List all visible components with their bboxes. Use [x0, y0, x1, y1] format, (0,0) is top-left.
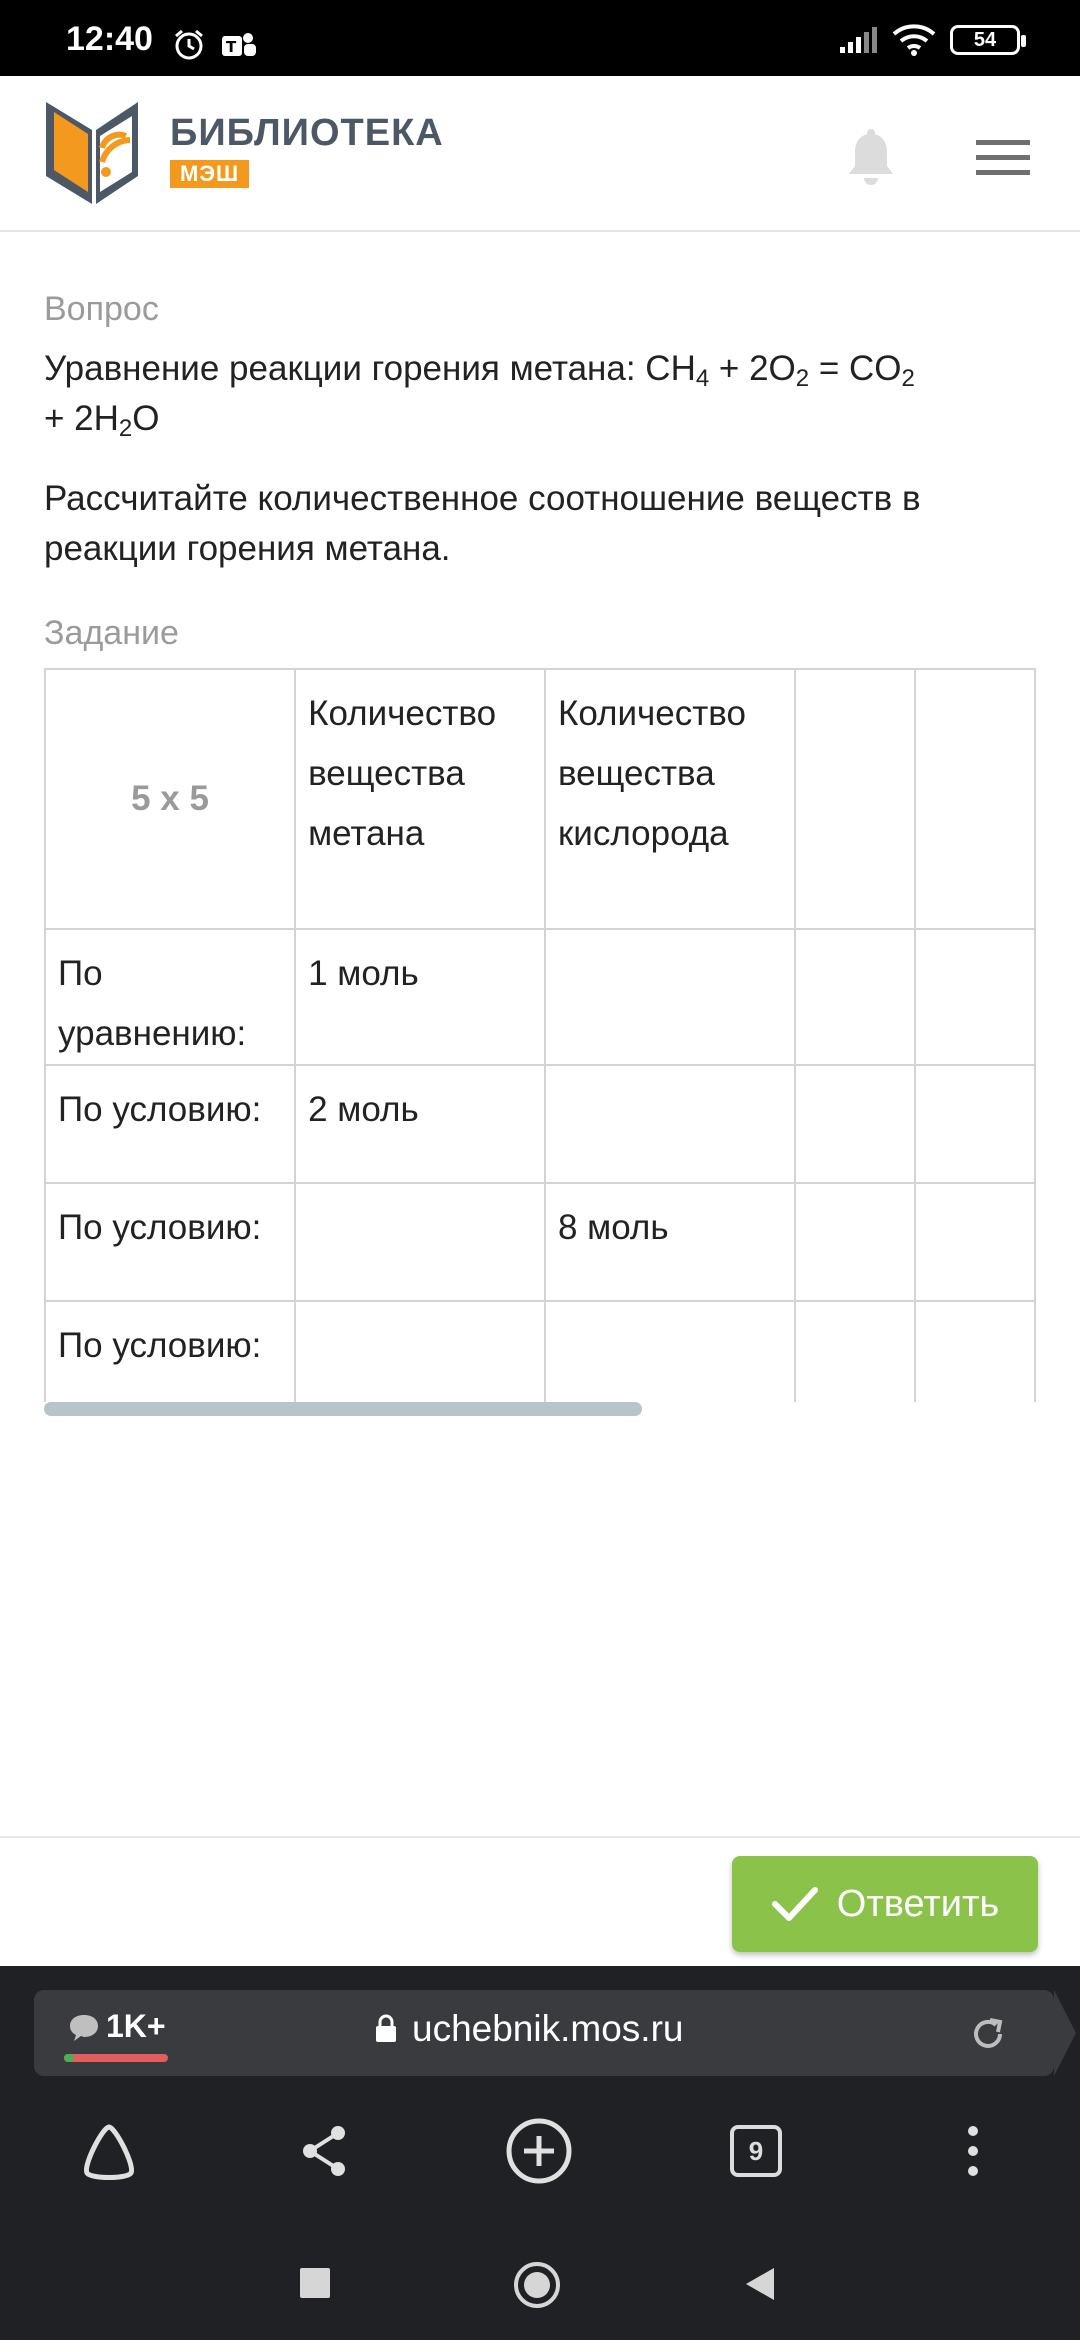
methane-input-cell[interactable]: [295, 1301, 545, 1402]
comments-count: 1K+: [106, 2008, 166, 2044]
empty-cell[interactable]: [915, 929, 1035, 1065]
header-methane: Количество вещества метана: [295, 669, 545, 929]
url-display[interactable]: [374, 2008, 683, 2050]
task-label: Задание: [44, 614, 179, 652]
teams-icon: [220, 28, 258, 62]
question-equation: Уравнение реакции горения метана: $CH_4 + 2O_2 = CO_2$ + $2H_2O$: [44, 349, 915, 442]
system-navigation-bar: [0, 2246, 1080, 2340]
empty-cell[interactable]: [795, 1301, 915, 1402]
notifications-bell-icon[interactable]: [846, 128, 896, 186]
alarm-icon: [172, 28, 206, 62]
task-table-container[interactable]: [44, 668, 1036, 1402]
header-oxygen: Количество вещества кислорода: [545, 669, 795, 929]
browser-chrome: [0, 1966, 1080, 2340]
share-icon[interactable]: [290, 2116, 360, 2186]
oxygen-input-cell[interactable]: [545, 1065, 795, 1183]
header-cell-empty: [795, 669, 915, 929]
row-label: По уравнению:: [45, 929, 295, 1065]
methane-input-cell[interactable]: [295, 1183, 545, 1301]
answer-button[interactable]: [732, 1856, 1038, 1952]
methane-value: 2 моль: [295, 1065, 545, 1183]
lock-icon: [374, 2014, 398, 2044]
library-logo-icon[interactable]: [40, 96, 144, 208]
table-header-row: [45, 669, 1035, 929]
empty-cell[interactable]: [795, 1065, 915, 1183]
empty-cell[interactable]: [915, 1301, 1035, 1402]
oxygen-value: 8 моль: [545, 1183, 795, 1301]
back-icon[interactable]: [742, 2266, 778, 2302]
answer-button-label: Ответить: [836, 1882, 1000, 1925]
question-label: Вопрос: [44, 290, 159, 328]
battery-indicator: 54: [950, 25, 1020, 55]
hamburger-menu-icon[interactable]: [976, 138, 1030, 178]
browser-home-icon[interactable]: [74, 2116, 144, 2186]
row-label: По условию:: [45, 1301, 295, 1402]
table-row: [45, 1065, 1035, 1183]
header-cell-empty: [915, 669, 1035, 929]
empty-cell[interactable]: [795, 1183, 915, 1301]
comments-rating-bar: [64, 2054, 168, 2062]
url-text: uchebnik.mos.ru: [412, 2008, 684, 2049]
answer-bar: [0, 1836, 1080, 1966]
oxygen-input-cell[interactable]: [545, 1301, 795, 1402]
checkmark-icon: [771, 1884, 819, 1924]
table-horizontal-scrollbar[interactable]: [44, 1402, 642, 1416]
address-bar[interactable]: [34, 1990, 1054, 2076]
table-row: [45, 1301, 1035, 1402]
table-row: [45, 929, 1035, 1065]
empty-cell[interactable]: [915, 1065, 1035, 1183]
empty-cell[interactable]: [915, 1183, 1035, 1301]
brand-subtitle: МЭШ: [170, 160, 249, 188]
signal-icon: [838, 25, 878, 55]
app-header: [0, 76, 1080, 232]
reload-icon[interactable]: [968, 2014, 1008, 2054]
row-label: По условию:: [45, 1183, 295, 1301]
browser-toolbar: [0, 2116, 1080, 2206]
brand-title: БИБЛИОТЕКА: [170, 112, 444, 154]
new-tab-plus-icon[interactable]: [504, 2116, 574, 2186]
comments-rating-positive: [64, 2054, 74, 2062]
wifi-icon: [892, 24, 936, 56]
methane-value: 1 моль: [295, 929, 545, 1065]
table-corner-cell: 5 x 5: [45, 669, 295, 929]
tabs-button[interactable]: [721, 2116, 791, 2186]
home-icon[interactable]: [512, 2260, 562, 2310]
comments-counter[interactable]: [68, 2008, 166, 2045]
status-system-icons: [838, 24, 1020, 56]
svg-text:T: T: [226, 38, 237, 56]
empty-cell[interactable]: [795, 929, 915, 1065]
comment-bubble-icon: [68, 2012, 100, 2042]
status-bar: [0, 0, 1080, 76]
row-label: По условию:: [45, 1065, 295, 1183]
table-row: [45, 1183, 1035, 1301]
more-options-icon[interactable]: [938, 2116, 1008, 2186]
tabs-count: 9: [730, 2125, 782, 2177]
recent-apps-icon[interactable]: [298, 2266, 332, 2300]
status-time: 12:40: [66, 20, 153, 58]
oxygen-input-cell[interactable]: [545, 929, 795, 1065]
question-instruction: Рассчитайте количественное соотношение веществ в реакции горения метана.: [44, 479, 921, 568]
task-table: [44, 668, 1036, 1402]
status-notification-icons: [172, 28, 258, 62]
